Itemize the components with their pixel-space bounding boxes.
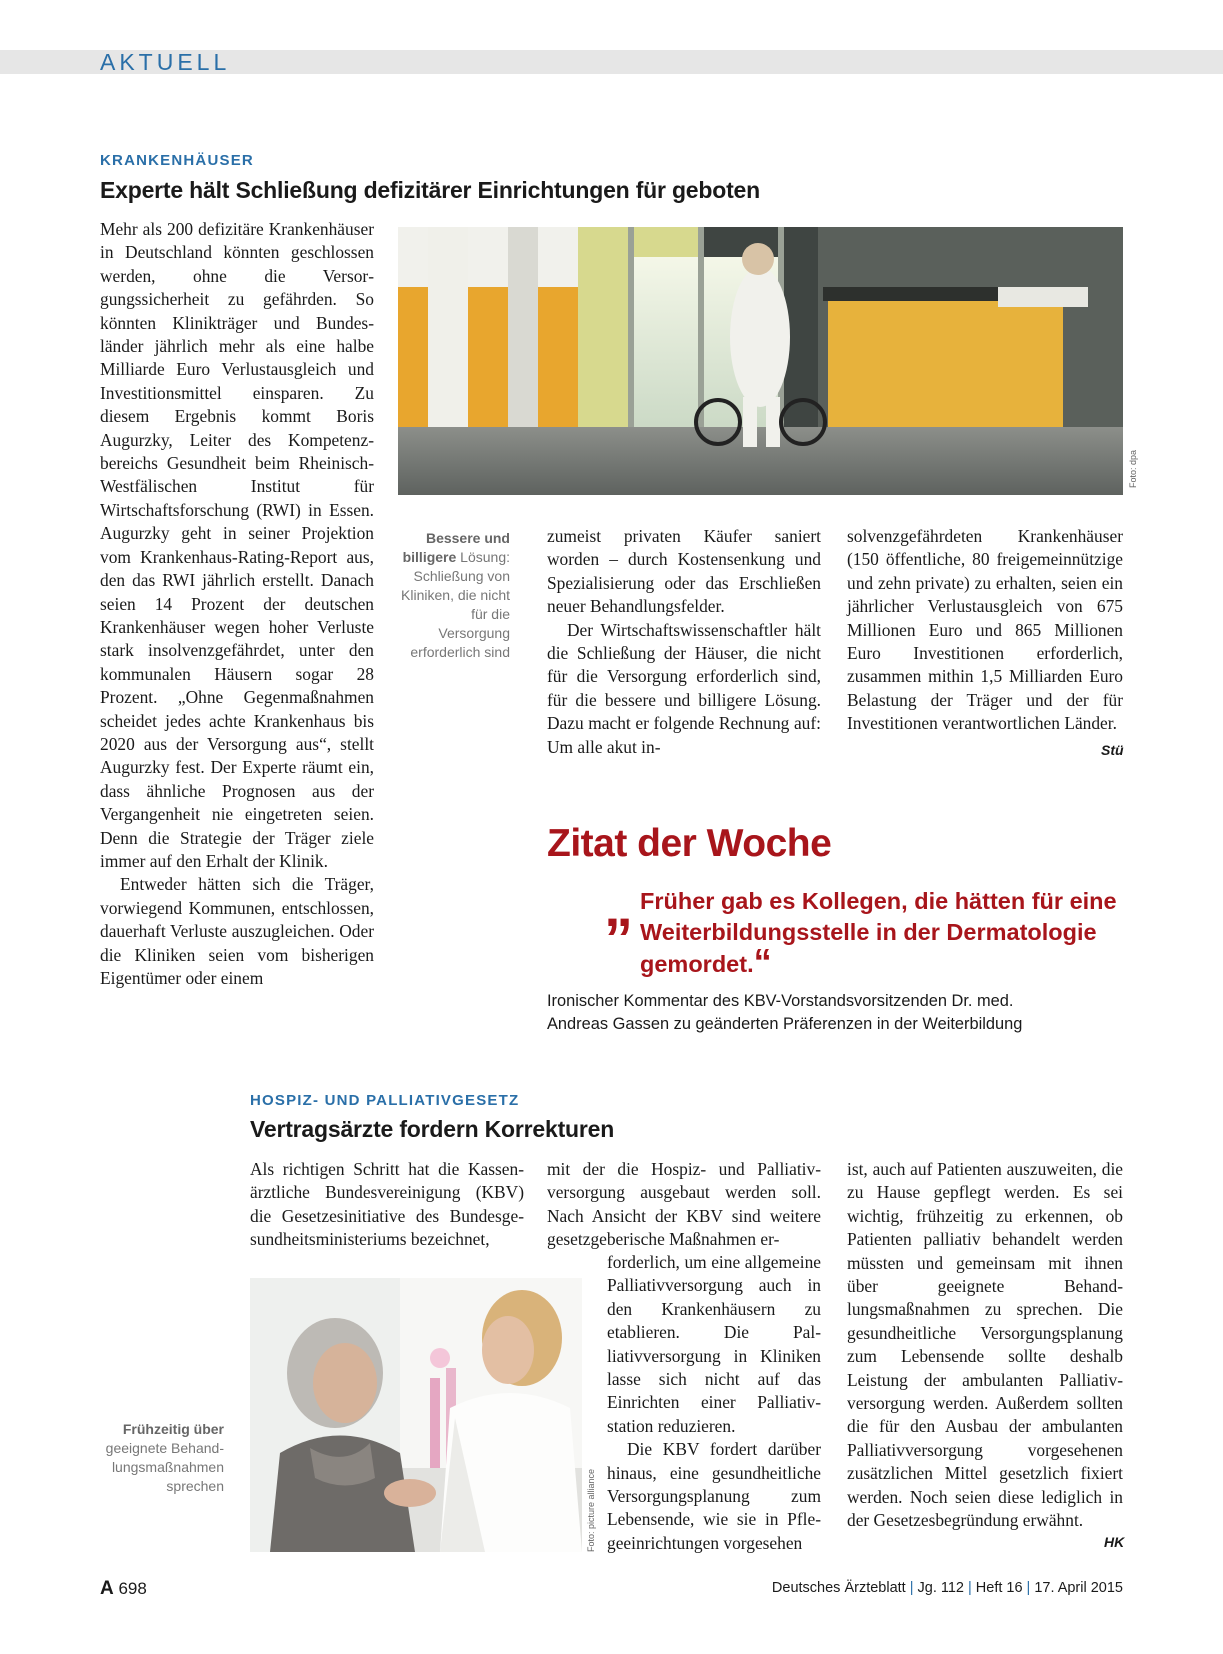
article1-caption <box>398 529 510 662</box>
article2-headline: Vertragsärzte fordern Korrekturen <box>250 1116 615 1142</box>
caption-text: geeignete Behandlungsmaßnahmen sprechen <box>105 1440 224 1494</box>
article2-col2-para: Die KBV fordert darüber hinaus, eine gesundheitliche Versorgungsplanung zum Lebensende, wie sie in Pflegeeinrichtungen vorgesehen <box>607 1439 821 1553</box>
caption-text: Lösung: Schließung von Kliniken, die nicht für die Versorgung erforderlich sind <box>401 549 510 660</box>
article1-column-1 <box>100 218 374 990</box>
photo-credit-2: Foto: picture alliance <box>586 1468 596 1552</box>
article2-caption <box>100 1420 224 1496</box>
article1-col1-para: Entweder hätten sich die Träger, vorwiegend Kommunen, entschlossen, dauerhaft Verluste auszugleichen. Oder die Kliniken seien vom bisherigen Eigentümer oder einem <box>100 874 374 988</box>
quote-title: Zitat der Woche <box>547 822 832 865</box>
caption-bold: Frühzeitig über <box>122 1421 224 1437</box>
article2-kicker: HOSPIZ- UND PALLIATIVGESETZ <box>250 1092 520 1109</box>
article2-column-2-top <box>547 1158 821 1252</box>
article2-col3-para: ist, auch auf Patienten auszuweiten, die zu Hause gepflegt werden. Es sei wichtig, frühzeitig zu erkennen, ob Patienten palliativ behandelt werden müssten und gemeinsam mit ihnen über geeignete Behandlungsmaßnahmen zu sprechen. Die gesundheitliche Versorgungsplanung zum Lebensende sollte deshalb Leistung der ambulanten Palliativversorgung werden. Außerdem sollten die für den Ausbau der ambulanten Palliativversorgung vorgesehenen zusätzlichen Mittel gesetzlich fixiert werden. Noch seien diese lediglich in der Gesetzesbegründung erwähnt. <box>847 1159 1123 1531</box>
article2-column-3 <box>847 1158 1123 1533</box>
doctor-patient-photo <box>250 1278 582 1552</box>
journal-issue: Heft 16 <box>975 1580 1023 1596</box>
photo-credit-1: Foto: dpa <box>1128 449 1138 488</box>
journal-date: 17. April 2015 <box>1034 1580 1123 1596</box>
article1-col1-para: Mehr als 200 defizitäre Krankenhäuser in Deutschland könnten geschlossen werden, ohne die Versorgungssicherheit zu gefährden. So könnten Klinikträger und Bundesländer jährlich mehr als eine halbe Milliarde Euro Verlustausgleich und Investitionsmittel einsparen. Zu diesem Ergebnis kommt Boris Augurzky, Leiter des Kompetenzbereichs Gesundheit beim Rheinisch-Westfälischen Institut für Wirtschaftsforschung (RWI) in Essen. Augurzky geht in seiner Projektion vom Krankenhaus-Rating-Report aus, den das RWI jährlich erstellt. Danach seien 14 Prozent der deutschen Krankenhäuser wegen hoher Verluste stark insolvenzgefährdet, unter den kommunalen Häusern sogar 28 Prozent. „Ohne Gegenmaßnahmen scheidet jedes achte Krankenhaus bis 2020 aus der Versorgung aus“, stellt Augurzky fest. Der Experte räumt ein, dass ähnliche Prognosen aus der Vergangenheit nie eingetreten seien. Denn die Strategie der Träger ziele immer auf den Erhalt der Klinik. <box>100 219 374 871</box>
article2-col2-para: forderlich, um eine allgemeine Palliativversorgung auch in den Krankenhäusern zu etablieren. Die Palliativversorgung in Kliniken lasse sich nicht auf das Einrichten einer Palliativstation reduzieren. <box>607 1252 821 1436</box>
article1-kicker: KRANKENHÄUSER <box>100 152 254 169</box>
article2-col2-para: mit der die Hospiz- und Palliativversorgung ausgebaut werden soll. Nach Ansicht der KBV sind weitere gesetzgeberische Maßnahmen er- <box>547 1159 821 1250</box>
article1-column-2 <box>547 525 821 759</box>
article2-col1-para: Als richtigen Schritt hat die Kassenärztliche Bundesvereinigung (KBV) die Gesetzesinitiative des Bundesgesundheitsministeriums bezeichnet, <box>250 1159 524 1250</box>
quote-open-mark: „ <box>604 874 633 939</box>
page-number-value: 698 <box>118 1579 147 1598</box>
article2-column-1 <box>250 1158 524 1252</box>
page-number <box>100 1578 147 1600</box>
article2-author: HK <box>1104 1534 1125 1550</box>
page-prefix: A <box>100 1578 114 1599</box>
article1-col2-para: zumeist privaten Käufer saniert worden – durch Kostensenkung und Spezialisierung oder das Erschließen neuer Behandlungsfelder. <box>547 526 821 617</box>
article1-column-3 <box>847 525 1123 736</box>
journal-volume: Jg. 112 <box>917 1580 964 1596</box>
article1-col3-para: solvenzgefährdeten Krankenhäuser (150 öffentliche, 80 freigemeinnützige und zehn private) zu erhalten, seien ein jährlicher Verlustausgleich von 675 Millionen Euro und 865 Millionen Euro Investitionen erforderlich, zusammen mithin 1,5 Milliarden Euro Belastung der Träger und der für Investitionen verantwortlichen Länder. <box>847 526 1123 734</box>
article1-headline: Experte hält Schließung defizitärer Einrichtungen für geboten <box>100 177 760 203</box>
hospital-corridor-photo <box>398 227 1123 495</box>
journal-name: Deutsches Ärzteblatt <box>771 1580 906 1596</box>
quote-close-mark: “ <box>753 941 772 982</box>
article1-col2-para: Der Wirtschaftswissenschaftler hält die Schließung der Häuser, die nicht für die Versorgung erforderlich sind, für die bessere und billigere Lösung. Dazu macht er folgende Rechnung auf: Um alle akut in- <box>547 619 821 757</box>
caption-bold: Bessere und billigere <box>402 530 510 565</box>
quote-text <box>640 886 1120 980</box>
footer-journal-info: Deutsches Ärzteblatt | Jg. 112 | Heft 16 | 17. April 2015 <box>771 1580 1123 1596</box>
quote-source: Ironischer Kommentar des KBV-Vorstandsvorsitzenden Dr. med. Andreas Gassen zu geänderten Präferenzen in der Weiterbildung <box>547 992 1023 1033</box>
article2-column-2-bottom <box>607 1251 821 1555</box>
section-label: AKTUELL <box>100 49 231 75</box>
quote-body: Früher gab es Kollegen, die hätten für eine Weiterbildungsstelle in der Dermatologie gemordet. <box>640 888 1117 977</box>
article1-author: Stü <box>1101 742 1124 758</box>
